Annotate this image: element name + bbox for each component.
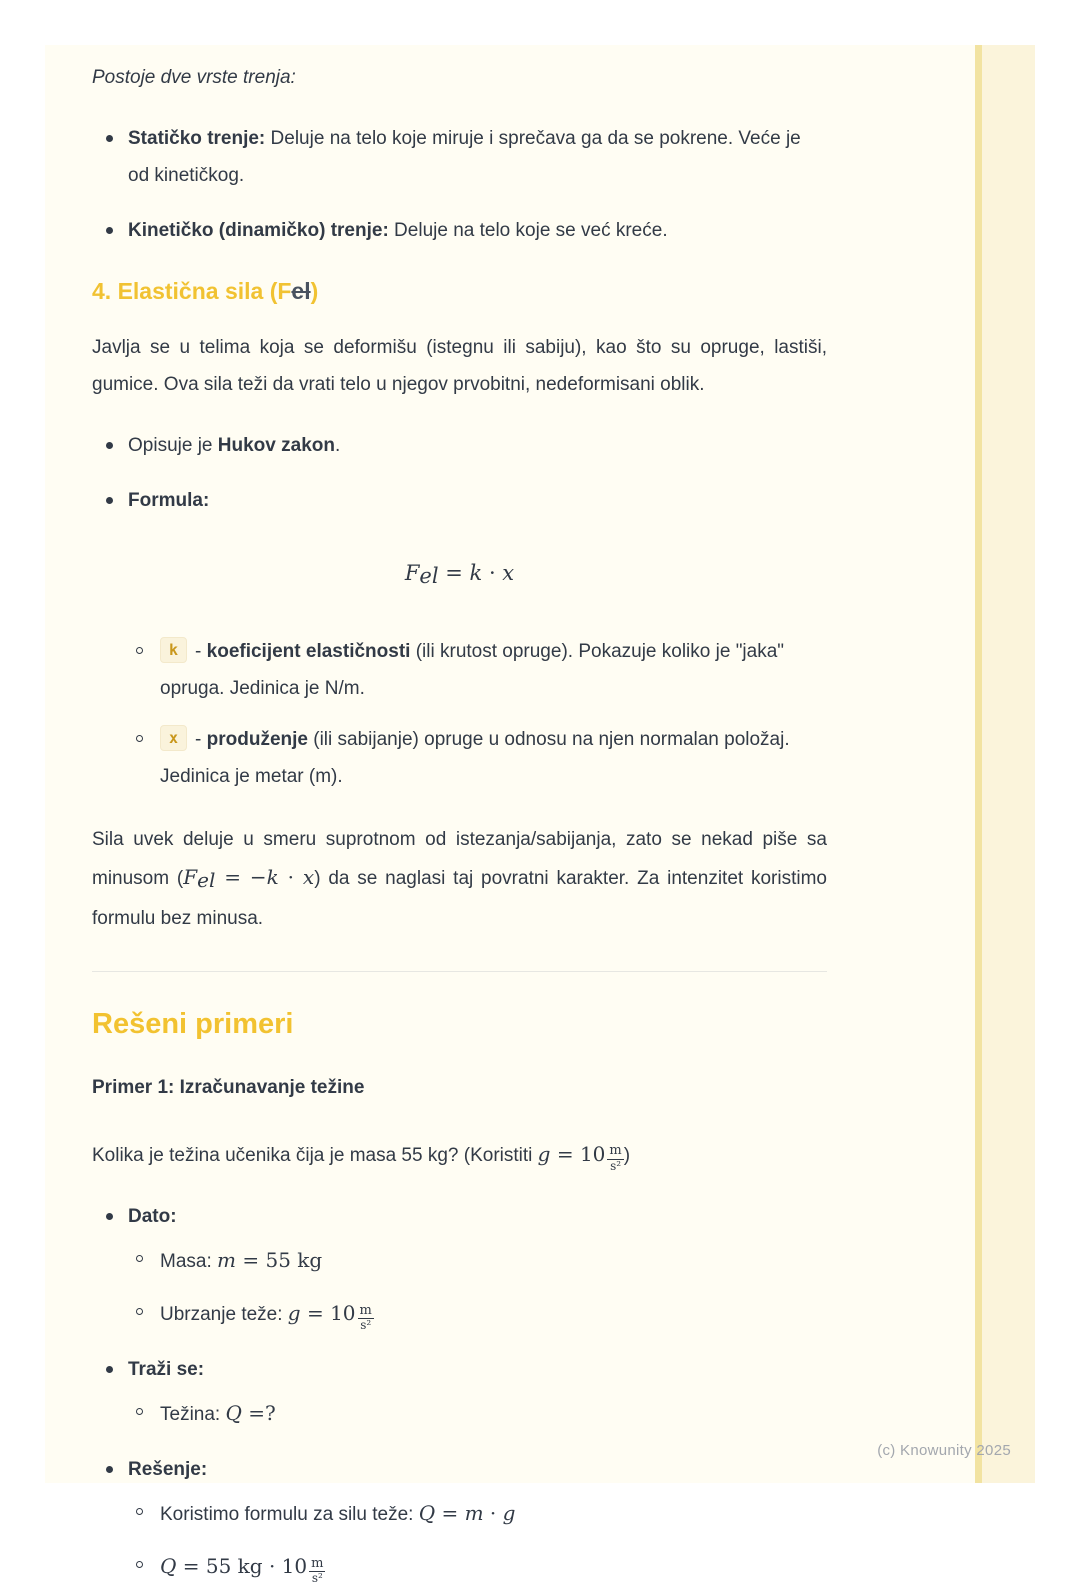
list-item-dato bbox=[128, 1198, 827, 1333]
formula-operator: = 10 bbox=[300, 1300, 356, 1325]
item-text: - bbox=[195, 641, 207, 663]
term-label: Formula: bbox=[128, 490, 210, 512]
examples-heading: Rešeni primeri bbox=[92, 1008, 294, 1041]
list-item-hooke-law bbox=[128, 427, 827, 464]
heading-strike-text: el bbox=[291, 278, 311, 305]
inline-math bbox=[183, 865, 315, 893]
formula-variable: Q bbox=[225, 1400, 242, 1425]
note-text: ) da se naglasi taj povratni karakter. Za intenzitet koristimo formulu bez minusa. bbox=[92, 868, 827, 930]
problem-text: Kolika je težina učenika čija je masa 55 kg? (Koristiti bbox=[92, 1144, 538, 1166]
item-text: - bbox=[195, 729, 207, 751]
example-title: Primer 1: Izračunavanje težine bbox=[92, 1077, 365, 1099]
fraction-denominator: s² bbox=[610, 1158, 622, 1173]
formula-variable: k bbox=[469, 561, 483, 586]
formula-variable: F bbox=[183, 865, 198, 890]
list-item-trazi-se bbox=[128, 1351, 827, 1433]
formula-subscript: el bbox=[419, 564, 439, 589]
inline-math bbox=[225, 1400, 276, 1425]
item-text: Deluje na telo koje miruje i sprečava ga da se pokrene. Veće je od kinetičkog. bbox=[128, 128, 801, 187]
formula-operator: = bbox=[435, 1501, 465, 1525]
item-text: Težina: bbox=[160, 1403, 226, 1425]
document-page bbox=[45, 45, 1035, 1586]
note-text: Sila uvek deluje u smeru suprotnom od istezanja/sabijanja, zato se nekad piše sa minusom ( bbox=[92, 829, 827, 890]
formula-variable: g bbox=[537, 1141, 551, 1166]
fraction-numerator: m bbox=[359, 1302, 372, 1318]
fraction-denominator: s² bbox=[311, 1571, 323, 1586]
inline-math bbox=[287, 1300, 374, 1332]
item-text: Ubrzanje teže: bbox=[160, 1303, 288, 1325]
formula-variable: m bbox=[217, 1247, 236, 1272]
fraction bbox=[309, 1557, 325, 1585]
code-chip-x: x bbox=[160, 725, 187, 751]
body-paragraph: Javlja se u telima koja se deformišu (istegnu ili sabiju), kao što su opruge, lastiši, gumice. Ova sila teži da vrati telo u njegov prvobitni, nedeformisani oblik. bbox=[92, 337, 827, 396]
bullet-label: Traži se: bbox=[128, 1358, 205, 1380]
formula-block bbox=[92, 553, 827, 597]
item-text: Deluje na telo koje se već kreće. bbox=[388, 220, 668, 242]
formula-variable: g bbox=[287, 1300, 301, 1325]
term-label: Kinetičko (dinamičko) trenje: bbox=[128, 220, 389, 242]
list-item-step2 bbox=[160, 1547, 827, 1586]
list-item-kinetic-friction bbox=[128, 212, 827, 249]
formula-operator: = bbox=[438, 561, 470, 586]
formula-variable: k bbox=[266, 865, 279, 890]
fraction bbox=[358, 1304, 374, 1332]
solution-list bbox=[92, 1198, 827, 1586]
note-paragraph bbox=[92, 821, 827, 937]
param-desc: (ili sabijanje) opruge u odnosu na njen normalan položaj. Jedinica je metar (m). bbox=[160, 729, 790, 788]
right-stripe-line bbox=[975, 45, 982, 1483]
bullet-label: Dato: bbox=[128, 1205, 177, 1227]
problem-text: ) bbox=[623, 1144, 631, 1166]
resenje-sub-list bbox=[128, 1494, 827, 1586]
param-term: koeficijent elastičnosti bbox=[206, 641, 411, 663]
list-item-formula-label bbox=[128, 482, 827, 519]
formula-variable: Q bbox=[418, 1501, 436, 1525]
list-item-tezina bbox=[160, 1394, 827, 1433]
list-item-static-friction bbox=[128, 120, 827, 194]
term-label: Statičko trenje: bbox=[128, 128, 266, 150]
list-item-masa bbox=[160, 1241, 827, 1280]
problem-statement bbox=[92, 1135, 827, 1174]
document-content bbox=[92, 45, 827, 1586]
fraction-denominator: s² bbox=[360, 1317, 372, 1332]
list-item-param-k bbox=[160, 633, 827, 707]
formula-operator: =? bbox=[241, 1400, 276, 1425]
term-label: Hukov zakon bbox=[217, 435, 335, 457]
footer-copyright: (c) Knowunity 2025 bbox=[877, 1442, 1011, 1459]
formula-operator: = 55 kg · 10 bbox=[176, 1554, 308, 1579]
formula-operator: = 10 bbox=[550, 1141, 606, 1166]
fraction bbox=[607, 1144, 623, 1172]
formula-variable: F bbox=[404, 561, 420, 586]
list-item-step1 bbox=[160, 1494, 827, 1533]
formula-operator: · bbox=[482, 561, 503, 586]
inline-math bbox=[418, 1501, 516, 1525]
heading-text: 4. Elastična sila (F bbox=[92, 278, 292, 305]
formula-operator: · bbox=[483, 1501, 503, 1525]
formula-operator: · bbox=[278, 865, 303, 890]
section-divider bbox=[92, 971, 827, 972]
item-text: Opisuje je bbox=[128, 435, 218, 457]
formula-variable: m bbox=[464, 1501, 484, 1525]
list-item-ubrzanje bbox=[160, 1294, 827, 1333]
code-chip-k: k bbox=[160, 637, 187, 663]
item-text: Koristimo formulu za silu teže: bbox=[160, 1504, 419, 1525]
intro-text: Postoje dve vrste trenja: bbox=[92, 67, 296, 88]
formula-variable: x bbox=[502, 561, 515, 586]
item-text: . bbox=[334, 435, 341, 457]
formula-variable: x bbox=[302, 865, 315, 890]
heading-text: ) bbox=[310, 278, 319, 305]
dato-sub-list bbox=[128, 1241, 827, 1333]
list-item-param-x bbox=[160, 721, 827, 795]
inline-math bbox=[217, 1247, 323, 1272]
param-term: produženje bbox=[206, 729, 308, 751]
item-text: Masa: bbox=[160, 1250, 218, 1272]
param-desc: (ili krutost opruge). Pokazuje koliko je "jaka" opruga. Jedinica je N/m. bbox=[160, 641, 785, 700]
formula-variable: g bbox=[502, 1501, 516, 1525]
params-list bbox=[92, 633, 827, 795]
right-stripe-band bbox=[982, 45, 1035, 1483]
trazi-sub-list bbox=[128, 1394, 827, 1433]
formula-variable: Q bbox=[160, 1554, 177, 1579]
formula-subscript: el bbox=[197, 868, 216, 893]
inline-math bbox=[160, 1554, 325, 1586]
inline-math bbox=[537, 1141, 624, 1173]
section-heading-elastic-force bbox=[92, 277, 827, 307]
formula-operator: = 55 kg bbox=[236, 1247, 323, 1272]
list-item-resenje bbox=[128, 1451, 827, 1586]
formula-operator: = − bbox=[215, 865, 267, 890]
fraction-numerator: m bbox=[609, 1143, 622, 1159]
elastic-list bbox=[92, 427, 827, 519]
fraction-numerator: m bbox=[311, 1555, 324, 1571]
friction-list bbox=[92, 120, 827, 249]
bullet-label: Rešenje: bbox=[128, 1458, 208, 1480]
